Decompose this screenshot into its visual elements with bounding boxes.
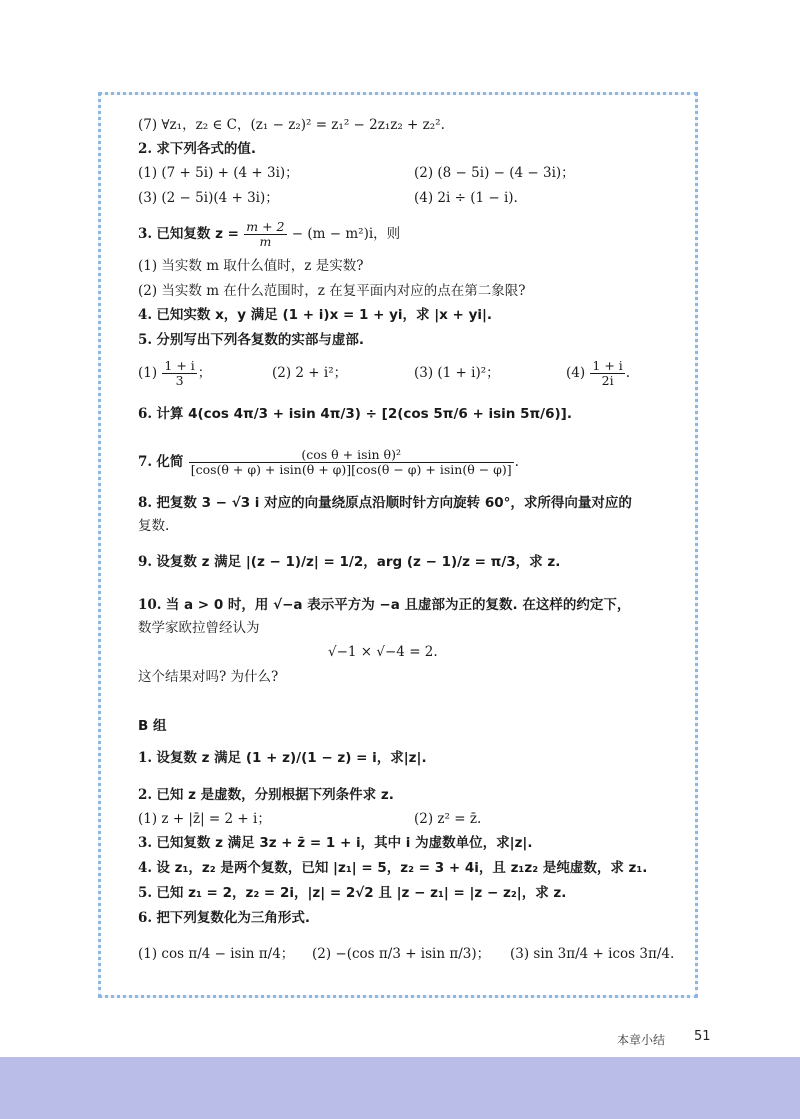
- b-question-2: [138, 785, 394, 805]
- question-8-continued: 复数.: [138, 518, 170, 534]
- question-4: [138, 305, 492, 325]
- question-number: 5.: [138, 885, 153, 901]
- denominator: [cos(θ + φ) + isin(θ + φ)][cos(θ − φ) + isin(θ − φ)]: [190, 462, 512, 477]
- question-text-tail: .: [514, 454, 519, 470]
- question-9: [138, 552, 560, 572]
- question-text: 已知复数 z 满足 3z + z̄ = 1 + i，其中 i 为虚数单位，求|z|.: [156, 835, 533, 851]
- question-2-part-2: (2) (8 − 5i) − (4 − 3i)；: [414, 165, 575, 181]
- question-text: 当 a > 0 时，用 √−a 表示平方为 −a 且虚部为正的复数. 在这样的约定下，: [165, 597, 631, 613]
- question-number: 2.: [138, 141, 153, 157]
- b-question-4: [138, 858, 647, 878]
- question-10-line-4: 这个结果对吗? 为什么?: [138, 669, 279, 685]
- page-number: 51: [694, 1029, 711, 1044]
- b-question-6-part-2: (2) −(cos π/3 + isin π/3)；: [312, 946, 491, 962]
- group-b-heading: B 组: [138, 718, 167, 734]
- question-text: 化简: [156, 454, 184, 470]
- question-number: 5.: [138, 332, 153, 348]
- question-5-part-4: [566, 358, 630, 388]
- question-number: 4.: [138, 860, 153, 876]
- fraction: [162, 359, 196, 388]
- question-text: 设复数 z 满足 |(z − 1)/z| = 1/2，arg (z − 1)/z = π/3，求 z.: [156, 554, 561, 570]
- question-text: 已知 z 是虚数，分别根据下列条件求 z.: [156, 787, 394, 803]
- denominator: m: [259, 234, 272, 249]
- question-text: 计算 4(cos 4π/3 + isin 4π/3) ÷ [2(cos 5π/6 + isin 5π/6)].: [156, 406, 572, 422]
- fraction: [244, 220, 286, 249]
- chapter-summary-label: 本章小结: [617, 1033, 666, 1047]
- b-question-5: [138, 883, 566, 903]
- question-text: 已知复数 z =: [156, 226, 239, 242]
- b-question-6: [138, 908, 310, 928]
- part-label: (1): [138, 365, 158, 381]
- question-text: 已知 z₁ = 2，z₂ = 2i，|z| = 2√2 且 |z − z₁| = |z − z₂|，求 z.: [156, 885, 567, 901]
- question-5-part-3: (3) (1 + i)²；: [414, 365, 500, 381]
- numerator: 1 + i: [592, 358, 623, 373]
- question-number: 4.: [138, 307, 153, 323]
- question-10-formula: √−1 × √−4 = 2.: [328, 644, 438, 660]
- question-2-part-3: (3) (2 − 5i)(4 + 3i)；: [138, 190, 279, 206]
- denominator: 3: [175, 373, 184, 388]
- question-3-part-1: (1) 当实数 m 取什么值时，z 是实数?: [138, 258, 364, 274]
- fraction: [189, 448, 514, 477]
- question-number: 3.: [138, 226, 153, 242]
- b-question-3: [138, 833, 533, 853]
- question-text: 分别写出下列各复数的实部与虚部.: [156, 332, 365, 348]
- question-number: 7.: [138, 454, 153, 470]
- numerator: (cos θ + isin θ)²: [189, 448, 514, 463]
- question-number: 3.: [138, 835, 153, 851]
- denominator: 2i: [601, 373, 614, 388]
- question-number: 6.: [138, 406, 153, 422]
- numerator: 1 + i: [164, 358, 195, 373]
- question-10: [138, 595, 630, 615]
- question-number: 8.: [138, 495, 153, 511]
- part-tail: .: [625, 365, 631, 381]
- numerator: m + 2: [246, 219, 285, 234]
- item-7: (7) ∀z₁，z₂ ∈ C，(z₁ − z₂)² = z₁² − 2z₁z₂ + z₂².: [138, 117, 445, 133]
- question-number: 2.: [138, 787, 153, 803]
- b-question-2-part-2: (2) z² = z̄.: [414, 811, 482, 827]
- question-text: 把复数 3 − √3 i 对应的向量绕原点沿顺时针方向旋转 60°，求所得向量对应的: [156, 495, 632, 511]
- question-5-part-1: [138, 358, 211, 388]
- question-text-tail: − (m − m²)i，则: [291, 226, 401, 242]
- b-question-1: [138, 748, 427, 768]
- question-2-part-1: (1) (7 + 5i) + (4 + 3i)；: [138, 165, 299, 181]
- question-number: 6.: [138, 910, 153, 926]
- question-text: 求下列各式的值.: [156, 141, 257, 157]
- question-text: 已知实数 x，y 满足 (1 + i)x = 1 + yi，求 |x + yi|.: [156, 307, 493, 323]
- question-number: 10.: [138, 597, 162, 613]
- fraction: [590, 359, 624, 388]
- bottom-band: [0, 1057, 800, 1119]
- question-number: 9.: [138, 554, 153, 570]
- question-5-part-2: (2) 2 + i²；: [272, 365, 348, 381]
- question-3-part-2: (2) 当实数 m 在什么范围时，z 在复平面内对应的点在第二象限?: [138, 283, 526, 299]
- question-text: 设 z₁，z₂ 是两个复数，已知 |z₁| = 5，z₂ = 3 + 4i，且 z₁z₂ 是纯虚数，求 z₁.: [156, 860, 648, 876]
- b-question-6-part-3: (3) sin 3π/4 + icos 3π/4.: [510, 946, 675, 962]
- question-text: 把下列复数化为三角形式.: [156, 910, 311, 926]
- question-6: [138, 404, 572, 424]
- question-2-part-4: (4) 2i ÷ (1 − i).: [414, 190, 518, 206]
- question-7: [138, 445, 519, 479]
- question-3: [138, 219, 400, 249]
- b-question-2-part-1: (1) z + |z̄| = 2 + i；: [138, 811, 271, 827]
- question-5: [138, 330, 364, 350]
- part-tail: ；: [197, 365, 212, 381]
- question-text: 设复数 z 满足 (1 + z)/(1 − z) = i，求|z|.: [156, 750, 427, 766]
- question-number: 1.: [138, 750, 153, 766]
- b-question-6-part-1: (1) cos π/4 − isin π/4；: [138, 946, 295, 962]
- question-10-line-2: 数学家欧拉曾经认为: [138, 620, 260, 636]
- question-2: [138, 139, 256, 159]
- part-label: (4): [566, 365, 586, 381]
- question-8: [138, 493, 632, 513]
